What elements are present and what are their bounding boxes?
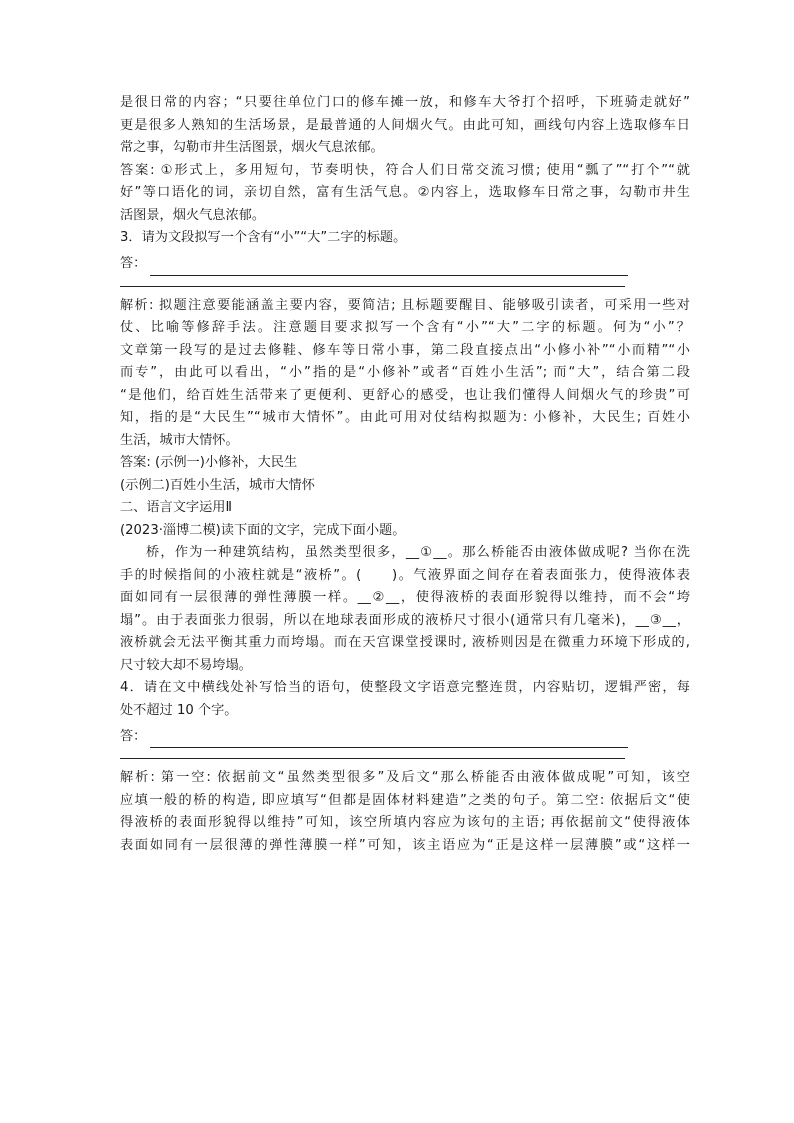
text-line: 塌”。由于表面张力很弱，所以在地球表面形成的液桥尺寸很小(通常只有几毫米)，__③__， <box>120 612 690 628</box>
text-line: 答案: ①形式上，多用短句，节奏明快，符合人们日常交流习惯; 使用“瓢了”“打个”“就 <box>120 162 690 178</box>
text-line: 解析: 第一空: 依据前文“虽然类型很多”及后文“那么桥能否由液体做成呢”可知，该空 <box>120 770 690 785</box>
text-line: 4．请在文中横线处补写恰当的语句，使整段文字语意完整连贯，内容贴切，逻辑严密，每 <box>120 680 690 695</box>
text-line: (示例二)百姓小生活，城市大情怀 <box>120 477 315 493</box>
text-line: 手的时候指间的小液柱就是“液桥”。( )。气液界面之间存在着表面张力，使得液体表 <box>120 567 690 583</box>
text-line: 是很日常的内容；“只要往单位门口的修车摊一放，和修车大爷打个招呼，下班骑走就好” <box>120 95 690 110</box>
text-line: 表面如同有一层很薄的弹性薄膜一样”可知，该主语应为“正是这样一层薄膜”或“这样一 <box>120 837 690 853</box>
paragraph-analysis-2-tail <box>120 92 690 160</box>
section-heading: 二、语言文字运用Ⅱ <box>120 500 232 515</box>
text-line: 得液桥的表面形貌得以维持”可知，该空所填内容应为该句的主语; 再依据前文“使得液体 <box>120 815 690 830</box>
text-line: 桥，作为一种建筑结构，虽然类型很多，__①__。那么桥能否由液体做成呢? 当你在洗 <box>146 545 690 560</box>
text-line: 文章第一段写的是过去修鞋、修车等日常小事，第二段直接点出“小修小补”“小而精”“小 <box>120 342 690 358</box>
text-line: 活图景，烟火气息浓郁。 <box>120 207 266 223</box>
answer-label: 答： <box>120 256 147 271</box>
answer-label: 答： <box>120 728 147 744</box>
text-line: 应填一般的桥的构造, 即应填写“但都是固体材料建造”之类的句子。第二空: 依据后文“使 <box>120 792 690 808</box>
text-line: 常之事，勾勒市井生活图景，烟火气息浓郁。 <box>120 140 384 155</box>
answer-rule-2[interactable] <box>120 748 625 759</box>
text-line: 生活，城市大情怀。 <box>120 432 239 448</box>
source-note: (2023·淄博二模)读下面的文字，完成下面小题。 <box>120 522 406 538</box>
text-line: 答案: (示例一)小修补，大民生 <box>120 455 298 470</box>
text-line: “是他们，给百姓生活带来了更便利、更舒心的感受，也让我们懂得人间烟火气的珍贵”可 <box>120 387 690 403</box>
answer-area-3[interactable] <box>120 250 690 276</box>
analysis-3 <box>120 295 690 453</box>
answer-rule[interactable] <box>150 255 628 276</box>
text-line: 解析: 拟题注意要能涵盖主要内容，要简洁; 且标题要醒目、能够吸引读者，可采用一些对 <box>120 297 690 313</box>
answer-rule[interactable] <box>150 727 628 748</box>
answer-rule-2[interactable] <box>120 276 625 287</box>
document-page <box>120 92 690 857</box>
text-line: 液桥就会无法平衡其重力而垮塌。而在天宫课堂授课时, 液桥则因是在微重力环境下形成的, <box>120 635 690 650</box>
text-line: 仗、比喻等修辞手法。注意题目要求拟写一个含有“小”“大”二字的标题。何为“小”？ <box>120 320 690 335</box>
answer-3 <box>120 452 690 497</box>
text-line: 更是很多人熟知的生活场景，是最普通的人间烟火气。由此可知，画线句内容上选取修车日 <box>120 117 690 133</box>
question-3: 3．请为文段拟写一个含有“小”“大”二字的标题。 <box>120 230 407 245</box>
text-line: 尺寸较大却不易垮塌。 <box>120 657 252 673</box>
reading-passage <box>120 542 690 677</box>
text-line: 而专”，由此可以看出，“小”指的是“小修补”或者“百姓小生活”; 而“大”，结合第二段 <box>120 365 690 380</box>
text-line: 处不超过 10 个字。 <box>120 702 238 718</box>
text-line: 面如同有一层很薄的弹性薄膜一样。__②__，使得液桥的表面形貌得以维持，而不会“垮 <box>120 590 690 605</box>
analysis-4 <box>120 767 690 857</box>
answer-2 <box>120 160 690 228</box>
answer-area-4[interactable] <box>120 722 690 748</box>
text-line: 知，指的是“大民生”“城市大情怀”。由此可用对仗结构拟题为: 小修补，大民生; 百姓小 <box>120 410 690 425</box>
question-4 <box>120 677 690 722</box>
text-line: 好”等口语化的词，亲切自然，富有生活气息。②内容上，选取修车日常之事，勾勒市井生 <box>120 185 690 200</box>
